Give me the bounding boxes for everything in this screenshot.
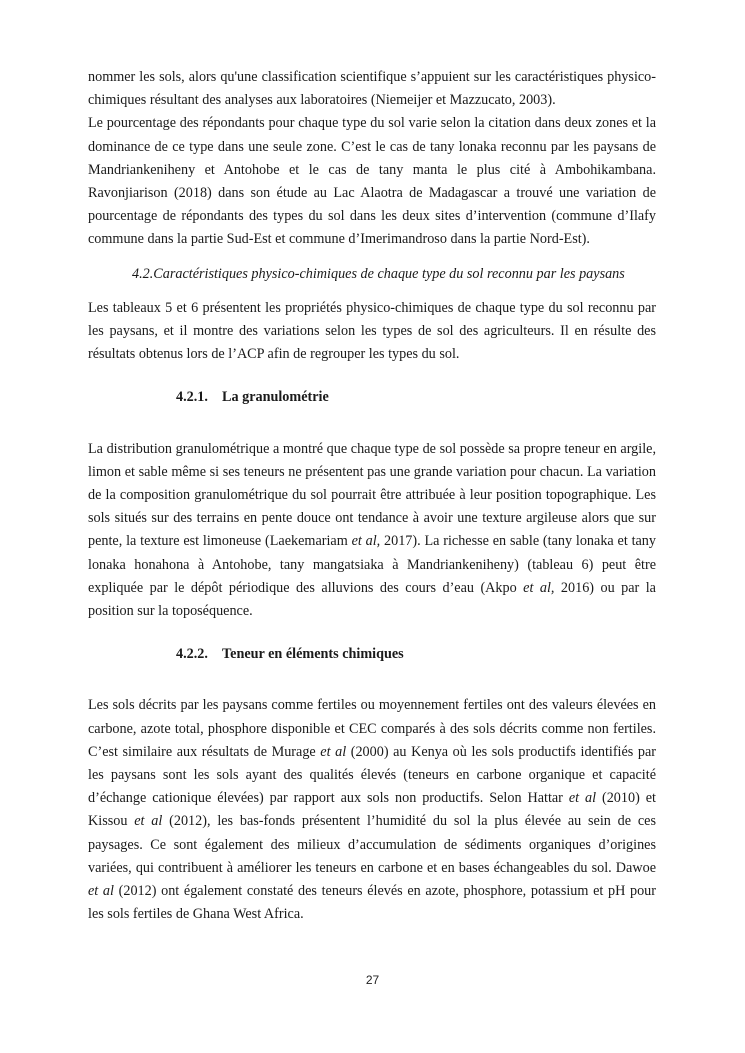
paragraph-tables: Les tableaux 5 et 6 présentent les propriétés physico-chimiques de chaque type du sol reconnu par les paysans, et il montre des variations selon les types de sol des agriculteurs. Il en résulte des résultats obtenus lors de l’ACP afin de regrouper les types du sol.	[88, 299, 656, 363]
citation-italic: et al	[88, 883, 114, 900]
subsection-title: La granulométrie	[222, 389, 329, 406]
paragraph-intro: nommer les sols, alors qu'une classification scientifique s’appuient sur les caractéristiques physico-chimiques résultant des analyses aux laboratoires (Niemeijer et Mazzucato, 2003).	[88, 69, 656, 109]
citation-italic: et al	[568, 790, 597, 807]
citation-italic: et al,	[523, 579, 555, 596]
subsection-heading-granulometrie	[88, 386, 656, 409]
subsection-number: 4.2.1.	[176, 389, 208, 406]
paragraph-elements-chimiques	[88, 694, 656, 926]
page-number: 27	[365, 973, 380, 987]
text-run: Les sols décrits par les paysans comme fertiles ou moyennement fertiles ont des valeurs élevées en carbone, azote total, phosphore disponible et CEC comparés à des sols décrits comme non fertiles. C’est similaire aux résultats de Murage	[88, 697, 656, 760]
subsection-heading-elements	[88, 643, 656, 666]
subsection-title: Teneur en éléments chimiques	[222, 646, 404, 663]
text-run: La distribution granulométrique a montré que chaque type de sol possède sa propre teneur en argile, limon et sable même si ses teneurs ne présentent pas une grande variation pour chacun. La variation de la composition granulométrique du sol pourrait être attribuée à leur position topographique. Les sols situés sur des terrains en pente douce ont tendance à avoir une texture argileuse alors que sur pente, la texture est limoneuse (Laekemariam	[88, 440, 656, 550]
text-run: 2017). La richesse en sable (tany lonaka et tany lonaka honahona à Antohobe, tany mangatsiaka à Mandriankeniheny) (tableau 6) peut être expliquée par le dépôt périodique des alluvions des cours d’eau (Akpo	[88, 533, 656, 596]
citation-italic: et al,	[351, 533, 381, 550]
text-run: 2016) ou par la position sur la toposéquence.	[88, 579, 656, 620]
paragraph-respondents: Le pourcentage des répondants pour chaque type du sol varie selon la citation dans deux zones et la dominance de ce type dans une seule zone. C’est le cas de tany lonaka reconnu par les paysans de Mandriankeniheny et Antohobe et le cas de tany manta le plus cité à Ambohikambana. Ravonjiarison (2018) dans son étude au Lac Alaotra de Madagascar a trouvé une variation de pourcentage de répondants des types du sol dans les deux sites d’intervention (commune d’Ilafy commune dans la partie Sud-Est et commune d’Imerimandroso dans la partie Nord-Est).	[88, 115, 656, 248]
citation-italic: et al	[134, 813, 163, 830]
section-heading: 4.2.Caractéristiques physico-chimiques de chaque type du sol reconnu par les paysans	[132, 265, 625, 282]
text-run: (2012) ont également constaté des teneurs élevés en azote, phosphore, potassium et pH pour les sols fertiles de Ghana West Africa.	[88, 883, 657, 923]
citation-italic: et al	[320, 743, 347, 760]
text-run: (2012), les bas-fonds présentent l’humidité du sol la plus élevée au sein de ces paysages. Ce sont également des milieux d’accumulation de sédiments organiques d’origines variées, qui contribuent à améliorer les teneurs en carbone et en bases échangeables du sol. Dawoe	[88, 813, 656, 876]
paragraph-granulometrie	[88, 438, 656, 624]
subsection-number: 4.2.2.	[176, 646, 208, 663]
text-run: (2000) au Kenya où les sols productifs identifiés par les paysans sont les sols ayant des qualités élevés (teneurs en carbone organique et capacité d’échange cationique élevées) par rapport aux sols non productifs. Selon Hattar	[88, 743, 656, 807]
document-page	[88, 66, 656, 927]
text-run: (2010) et Kissou	[88, 790, 656, 830]
